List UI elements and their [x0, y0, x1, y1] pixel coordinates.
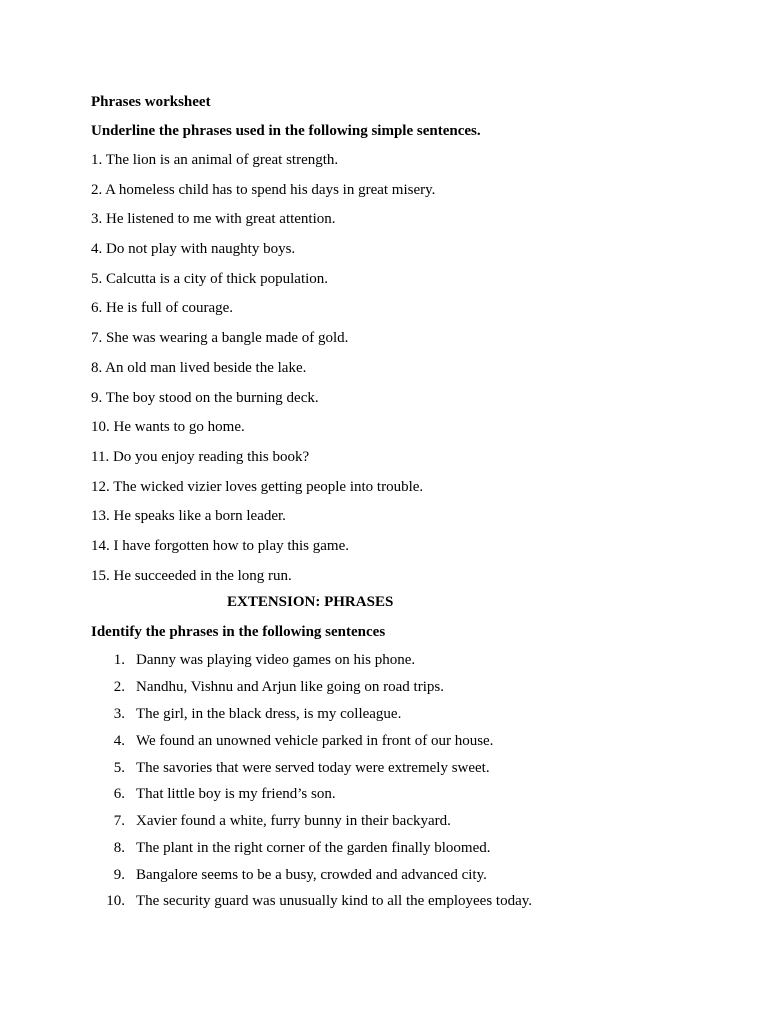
- question-item: 10. He wants to go home.: [91, 419, 245, 436]
- extension-item-text: That little boy is my friend’s son.: [136, 786, 336, 803]
- extension-instructions: Identify the phrases in the following sentences: [91, 624, 386, 641]
- question-item: 6. He is full of courage.: [91, 300, 234, 317]
- extension-item: [91, 839, 691, 857]
- extension-item-number: 10.: [106, 893, 125, 910]
- question-item: 3. He listened to me with great attention.: [91, 211, 336, 228]
- extension-item-text: Nandhu, Vishnu and Arjun like going on road trips.: [136, 679, 444, 696]
- extension-item: [91, 812, 691, 830]
- extension-item: [91, 732, 691, 750]
- question-item: 12. The wicked vizier loves getting people into trouble.: [91, 478, 424, 495]
- worksheet-instructions: Underline the phrases used in the following simple sentences.: [91, 123, 481, 139]
- extension-item: [91, 785, 691, 803]
- extension-item-text: The plant in the right corner of the garden finally bloomed.: [136, 839, 491, 856]
- extension-item-number: 6.: [113, 786, 125, 803]
- question-item: 2. A homeless child has to spend his days in great misery.: [91, 181, 436, 198]
- extension-item-text: Danny was playing video games on his phone.: [136, 652, 416, 669]
- extension-item: [91, 705, 691, 723]
- question-list: [91, 151, 691, 585]
- extension-list: [91, 651, 691, 910]
- extension-item-number: 1.: [113, 652, 125, 669]
- extension-item-number: 3.: [113, 705, 125, 722]
- extension-item-text: The security guard was unusually kind to all the employees today.: [136, 893, 533, 910]
- question-item: 15. He succeeded in the long run.: [91, 567, 292, 584]
- extension-item-number: 2.: [113, 679, 125, 696]
- extension-item-text: The savories that were served today were extremely sweet.: [136, 759, 490, 776]
- question-item: 14. I have forgotten how to play this game.: [91, 537, 350, 554]
- extension-item: [91, 678, 691, 696]
- question-item: 9. The boy stood on the burning deck.: [91, 389, 319, 406]
- question-item: 7. She was wearing a bangle made of gold.: [91, 330, 349, 347]
- extension-item: [91, 892, 691, 910]
- extension-item-text: Bangalore seems to be a busy, crowded and advanced city.: [136, 866, 487, 883]
- extension-item-number: 4.: [113, 732, 125, 749]
- extension-item-text: Xavier found a white, furry bunny in their backyard.: [136, 813, 451, 830]
- extension-item-number: 7.: [113, 813, 125, 830]
- question-item: 13. He speaks like a born leader.: [91, 508, 286, 525]
- extension-item-number: 9.: [113, 866, 125, 883]
- extension-item: [91, 759, 691, 777]
- question-item: 1. The lion is an animal of great strength.: [91, 152, 339, 168]
- question-item: 5. Calcutta is a city of thick population.: [91, 270, 329, 287]
- extension-item-number: 5.: [113, 759, 125, 776]
- extension-item-text: We found an unowned vehicle parked in front of our house.: [136, 732, 494, 749]
- question-item: 11. Do you enjoy reading this book?: [91, 448, 310, 465]
- extension-item: [91, 651, 691, 669]
- extension-item-text: The girl, in the black dress, is my colleague.: [136, 705, 402, 722]
- document-body: [91, 93, 691, 919]
- question-item: 4. Do not play with naughty boys.: [91, 241, 296, 258]
- question-item: 8. An old man lived beside the lake.: [91, 359, 307, 376]
- worksheet-title: Phrases worksheet: [91, 94, 211, 110]
- extension-heading: EXTENSION: PHRASES: [227, 594, 394, 611]
- extension-item-number: 8.: [113, 839, 125, 856]
- extension-item: [91, 866, 691, 884]
